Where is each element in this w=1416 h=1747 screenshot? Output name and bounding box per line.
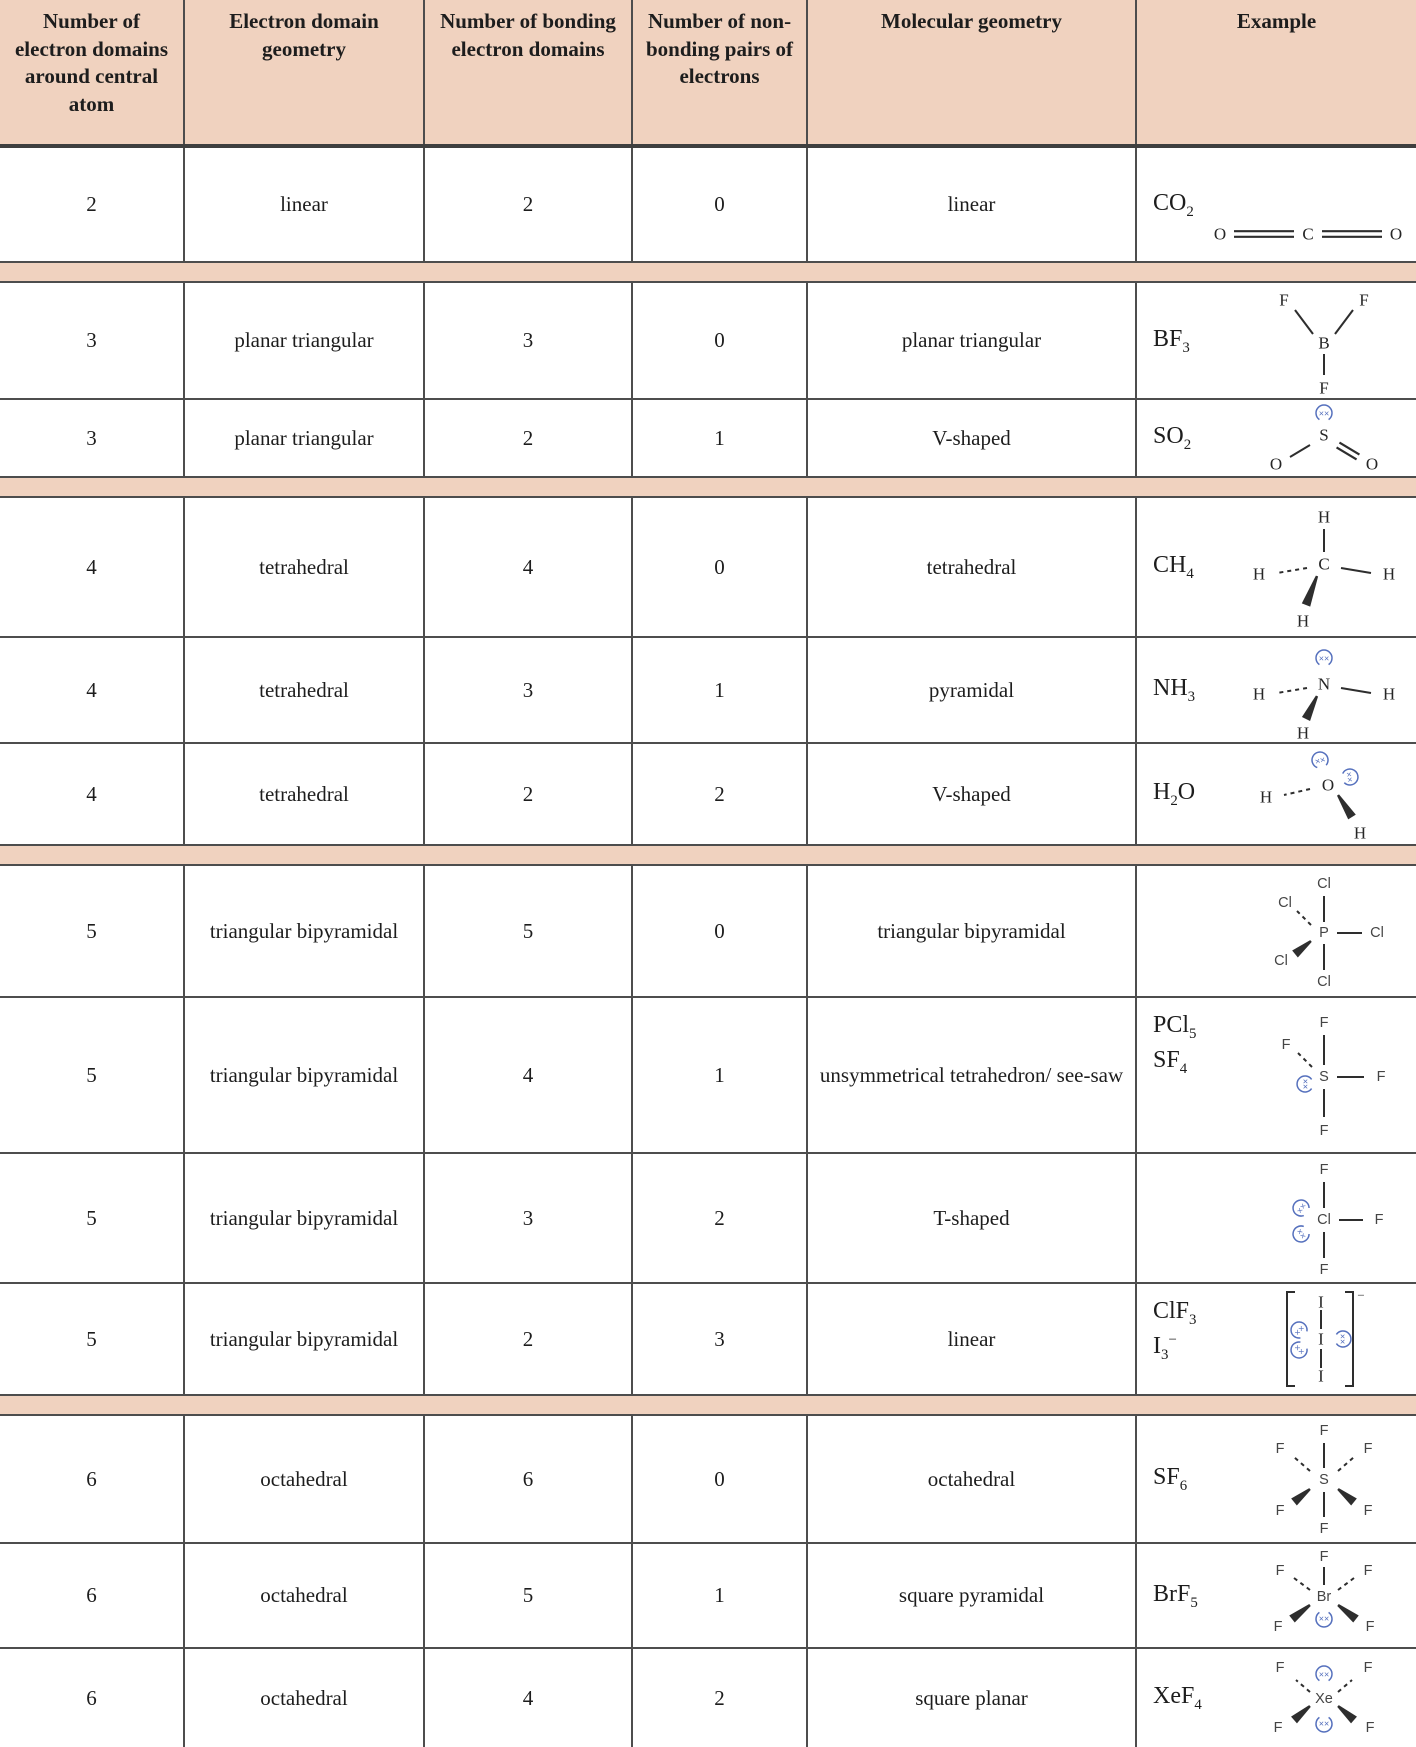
- cell-nonbonding-pairs: 0: [633, 283, 808, 398]
- cell-nonbonding-pairs: 1: [633, 998, 808, 1152]
- cell-electron-domains: 4: [0, 498, 185, 636]
- formula-label: BrF$_5$: [1153, 1580, 1198, 1611]
- cell-molecular-geometry: linear: [808, 1284, 1137, 1394]
- cell-nonbonding-pairs: 2: [633, 1154, 808, 1282]
- header-molecular-geometry: Molecular geometry: [808, 0, 1137, 144]
- cell-molecular-geometry: T-shaped: [808, 1154, 1137, 1282]
- svg-text:I: I: [1317, 1366, 1324, 1386]
- molecule-structure: [1231, 1284, 1416, 1394]
- header-electron-domain-geometry: Electron domain geometry: [185, 0, 425, 144]
- group-separator: [0, 478, 1416, 498]
- molecule-structure: [1231, 283, 1416, 398]
- table-row: [0, 1284, 1416, 1396]
- header-electron-domains: Number of electron domains around central atom: [0, 0, 185, 144]
- cell-electron-domain-geometry: tetrahedral: [185, 638, 425, 742]
- cell-example: [1137, 638, 1416, 742]
- cell-electron-domain-geometry: triangular bipyramidal: [185, 1284, 425, 1394]
- cell-nonbonding-pairs: 2: [633, 744, 808, 844]
- header-nonbonding-pairs: Number of non-bonding pairs of electrons: [633, 0, 808, 144]
- svg-text:O: O: [1389, 224, 1403, 244]
- svg-text:I: I: [1317, 1292, 1324, 1312]
- formula-label: $SF_6$: [1153, 1464, 1188, 1495]
- cell-molecular-geometry: unsymmetrical tetrahedron/ see-saw: [808, 998, 1137, 1152]
- cell-molecular-geometry: V-shaped: [808, 744, 1137, 844]
- svg-text:××: ××: [1318, 408, 1329, 419]
- svg-text:F: F: [1319, 1423, 1328, 1439]
- formula-label: ClF$_3$ $I_3^-$: [1153, 1298, 1197, 1364]
- table-row: [0, 283, 1416, 400]
- molecule-structure: [1231, 638, 1416, 742]
- svg-text:O: O: [1213, 224, 1227, 244]
- group-separator: [0, 1396, 1416, 1416]
- svg-text:F: F: [1319, 1123, 1328, 1139]
- svg-text:F: F: [1363, 1660, 1372, 1676]
- cell-bonding-domains: 2: [425, 744, 633, 844]
- svg-text:I: I: [1317, 1329, 1324, 1349]
- cell-example: [1137, 1154, 1416, 1282]
- svg-text:H: H: [1382, 564, 1395, 584]
- molecule-structure: [1231, 866, 1416, 996]
- cell-molecular-geometry: tetrahedral: [808, 498, 1137, 636]
- svg-text:F: F: [1319, 1262, 1328, 1278]
- svg-text:F: F: [1365, 1720, 1374, 1736]
- formula-label: $CH_4$: [1153, 552, 1194, 583]
- cell-electron-domains: 2: [0, 148, 185, 261]
- svg-text:P: P: [1318, 925, 1329, 941]
- svg-text:B: B: [1317, 333, 1330, 352]
- svg-text:F: F: [1374, 1212, 1383, 1228]
- cell-molecular-geometry: pyramidal: [808, 638, 1137, 742]
- svg-text:F: F: [1376, 1069, 1385, 1085]
- cell-bonding-domains: 4: [425, 1649, 633, 1747]
- cell-electron-domain-geometry: triangular bipyramidal: [185, 1154, 425, 1282]
- formula-label: [1137, 866, 1231, 996]
- cell-electron-domains: 6: [0, 1544, 185, 1647]
- svg-text:Cl: Cl: [1316, 974, 1331, 990]
- cell-electron-domains: 4: [0, 638, 185, 742]
- svg-text:F: F: [1319, 1521, 1328, 1537]
- cell-electron-domain-geometry: tetrahedral: [185, 744, 425, 844]
- svg-text:H: H: [1296, 723, 1309, 740]
- svg-text:Cl: Cl: [1316, 876, 1331, 892]
- cell-example: [1137, 283, 1416, 398]
- svg-text:××: ××: [1300, 1078, 1310, 1090]
- svg-text:××: ××: [1337, 1333, 1347, 1345]
- cell-electron-domains: 6: [0, 1416, 185, 1542]
- molecule-structure: [1231, 498, 1416, 636]
- svg-text:−: −: [1356, 1287, 1365, 1303]
- molecule-structure: [1231, 1154, 1416, 1282]
- svg-text:××: ××: [1293, 1226, 1309, 1241]
- formula-label: $BF_3$: [1153, 325, 1190, 356]
- svg-text:F: F: [1319, 1015, 1328, 1031]
- cell-molecular-geometry: linear: [808, 148, 1137, 261]
- svg-text:F: F: [1319, 1548, 1328, 1565]
- cell-bonding-domains: 4: [425, 998, 633, 1152]
- svg-text:××: ××: [1318, 1718, 1329, 1729]
- table-header-row: [0, 0, 1416, 148]
- formula-label: $NH_3$: [1153, 675, 1196, 706]
- table-row: [0, 400, 1416, 478]
- molecule-structure: [1231, 1544, 1416, 1647]
- cell-molecular-geometry: triangular bipyramidal: [808, 866, 1137, 996]
- svg-text:××: ××: [1291, 1342, 1307, 1357]
- svg-text:××: ××: [1343, 771, 1355, 784]
- svg-text:F: F: [1275, 1562, 1284, 1579]
- cell-electron-domain-geometry: triangular bipyramidal: [185, 866, 425, 996]
- svg-text:O: O: [1269, 454, 1282, 474]
- cell-electron-domains: 5: [0, 1284, 185, 1394]
- cell-example: [1137, 400, 1416, 476]
- formula-label: XeF$_4$: [1153, 1683, 1202, 1714]
- svg-text:××: ××: [1318, 653, 1329, 664]
- cell-nonbonding-pairs: 0: [633, 866, 808, 996]
- table-row: [0, 1544, 1416, 1649]
- cell-electron-domain-geometry: triangular bipyramidal: [185, 998, 425, 1152]
- cell-electron-domains: 4: [0, 744, 185, 844]
- cell-electron-domain-geometry: tetrahedral: [185, 498, 425, 636]
- svg-text:N: N: [1317, 674, 1330, 694]
- cell-example: [1137, 148, 1416, 261]
- svg-text:F: F: [1363, 1562, 1372, 1579]
- table-row: [0, 148, 1416, 263]
- cell-molecular-geometry: square pyramidal: [808, 1544, 1137, 1647]
- svg-text:C: C: [1302, 224, 1314, 244]
- svg-text:H: H: [1296, 611, 1309, 630]
- cell-electron-domain-geometry: planar triangular: [185, 283, 425, 398]
- cell-example: [1137, 998, 1416, 1152]
- formula-label: $H_2O$: [1153, 779, 1196, 810]
- svg-text:F: F: [1363, 1441, 1372, 1457]
- table-row: [0, 1649, 1416, 1747]
- cell-electron-domains: 6: [0, 1649, 185, 1747]
- cell-nonbonding-pairs: 0: [633, 498, 808, 636]
- cell-molecular-geometry: planar triangular: [808, 283, 1137, 398]
- svg-text:F: F: [1281, 1037, 1290, 1053]
- cell-bonding-domains: 4: [425, 498, 633, 636]
- cell-bonding-domains: 5: [425, 866, 633, 996]
- svg-text:H: H: [1259, 787, 1272, 807]
- cell-example: [1137, 1544, 1416, 1647]
- cell-bonding-domains: 2: [425, 400, 633, 476]
- svg-text:S: S: [1318, 425, 1329, 445]
- cell-electron-domains: 3: [0, 400, 185, 476]
- svg-text:Cl: Cl: [1369, 925, 1384, 941]
- table-row: [0, 1416, 1416, 1544]
- cell-bonding-domains: 5: [425, 1544, 633, 1647]
- formula-label: $SO_2$: [1153, 423, 1192, 454]
- cell-electron-domains: 5: [0, 998, 185, 1152]
- cell-bonding-domains: 3: [425, 638, 633, 742]
- group-separator: [0, 846, 1416, 866]
- svg-text:F: F: [1318, 378, 1329, 395]
- molecule-structure: [1231, 400, 1416, 476]
- cell-electron-domain-geometry: linear: [185, 148, 425, 261]
- svg-text:××: ××: [1318, 1669, 1329, 1680]
- cell-electron-domain-geometry: octahedral: [185, 1416, 425, 1542]
- table-row: [0, 998, 1416, 1154]
- cell-nonbonding-pairs: 0: [633, 1416, 808, 1542]
- molecule-structure: [1231, 998, 1416, 1152]
- svg-text:××: ××: [1313, 754, 1327, 767]
- svg-text:H: H: [1353, 823, 1366, 841]
- cell-nonbonding-pairs: 2: [633, 1649, 808, 1747]
- cell-electron-domains: 3: [0, 283, 185, 398]
- cell-nonbonding-pairs: 0: [633, 148, 808, 261]
- svg-text:H: H: [1382, 684, 1395, 704]
- svg-text:S: S: [1318, 1472, 1329, 1488]
- molecule-structure: [1231, 744, 1416, 844]
- svg-text:F: F: [1278, 290, 1289, 309]
- svg-text:O: O: [1321, 775, 1334, 795]
- svg-text:F: F: [1275, 1441, 1284, 1457]
- svg-text:××: ××: [1318, 1613, 1329, 1623]
- svg-text:F: F: [1275, 1660, 1284, 1676]
- svg-text:S: S: [1318, 1069, 1329, 1085]
- svg-text:Cl: Cl: [1277, 895, 1292, 911]
- svg-text:Cl: Cl: [1273, 953, 1288, 969]
- svg-text:H: H: [1252, 684, 1265, 704]
- cell-electron-domains: 5: [0, 1154, 185, 1282]
- header-example: Example: [1236, 9, 1317, 33]
- cell-bonding-domains: 6: [425, 1416, 633, 1542]
- cell-example: [1137, 1284, 1416, 1394]
- molecule-structure: [1231, 1416, 1416, 1542]
- svg-text:F: F: [1273, 1720, 1282, 1736]
- svg-text:Xe: Xe: [1314, 1691, 1333, 1707]
- cell-example: [1137, 1416, 1416, 1542]
- formula-label: PCl$_5$ $SF_4$: [1153, 1012, 1197, 1078]
- cell-electron-domains: 5: [0, 866, 185, 996]
- svg-text:O: O: [1365, 454, 1378, 474]
- cell-bonding-domains: 2: [425, 1284, 633, 1394]
- formula-label: [1137, 1154, 1231, 1282]
- svg-text:H: H: [1317, 507, 1330, 527]
- svg-text:F: F: [1319, 1162, 1328, 1178]
- svg-text:F: F: [1275, 1503, 1284, 1519]
- cell-nonbonding-pairs: 1: [633, 400, 808, 476]
- cell-nonbonding-pairs: 1: [633, 638, 808, 742]
- cell-example: [1137, 498, 1416, 636]
- cell-bonding-domains: 3: [425, 1154, 633, 1282]
- svg-text:F: F: [1363, 1503, 1372, 1519]
- table-row: [0, 638, 1416, 744]
- cell-bonding-domains: 3: [425, 283, 633, 398]
- table-row: [0, 866, 1416, 998]
- svg-text:Br: Br: [1316, 1588, 1331, 1605]
- cell-molecular-geometry: V-shaped: [808, 400, 1137, 476]
- table-row: [0, 498, 1416, 638]
- cell-example: [1137, 866, 1416, 996]
- cell-bonding-domains: 2: [425, 148, 633, 261]
- svg-text:F: F: [1358, 290, 1369, 309]
- formula-label: $CO_2$: [1153, 189, 1194, 220]
- cell-electron-domain-geometry: octahedral: [185, 1544, 425, 1647]
- cell-electron-domain-geometry: octahedral: [185, 1649, 425, 1747]
- cell-example: [1137, 744, 1416, 844]
- svg-text:F: F: [1273, 1618, 1282, 1635]
- header-bonding-domains: Number of bonding electron domains: [425, 0, 633, 144]
- svg-text:××: ××: [1291, 1323, 1307, 1338]
- molecule-structure: [1208, 148, 1416, 261]
- svg-text:××: ××: [1293, 1201, 1309, 1216]
- group-separator: [0, 263, 1416, 283]
- molecule-structure: [1231, 1649, 1416, 1747]
- table-row: [0, 1154, 1416, 1284]
- cell-nonbonding-pairs: 3: [633, 1284, 808, 1394]
- cell-molecular-geometry: square planar: [808, 1649, 1137, 1747]
- cell-nonbonding-pairs: 1: [633, 1544, 808, 1647]
- svg-text:C: C: [1317, 554, 1330, 574]
- table-row: [0, 744, 1416, 846]
- cell-electron-domain-geometry: planar triangular: [185, 400, 425, 476]
- svg-text:F: F: [1365, 1618, 1374, 1635]
- svg-text:Cl: Cl: [1316, 1212, 1331, 1228]
- cell-molecular-geometry: octahedral: [808, 1416, 1137, 1542]
- cell-example: [1137, 1649, 1416, 1747]
- svg-text:H: H: [1252, 564, 1265, 584]
